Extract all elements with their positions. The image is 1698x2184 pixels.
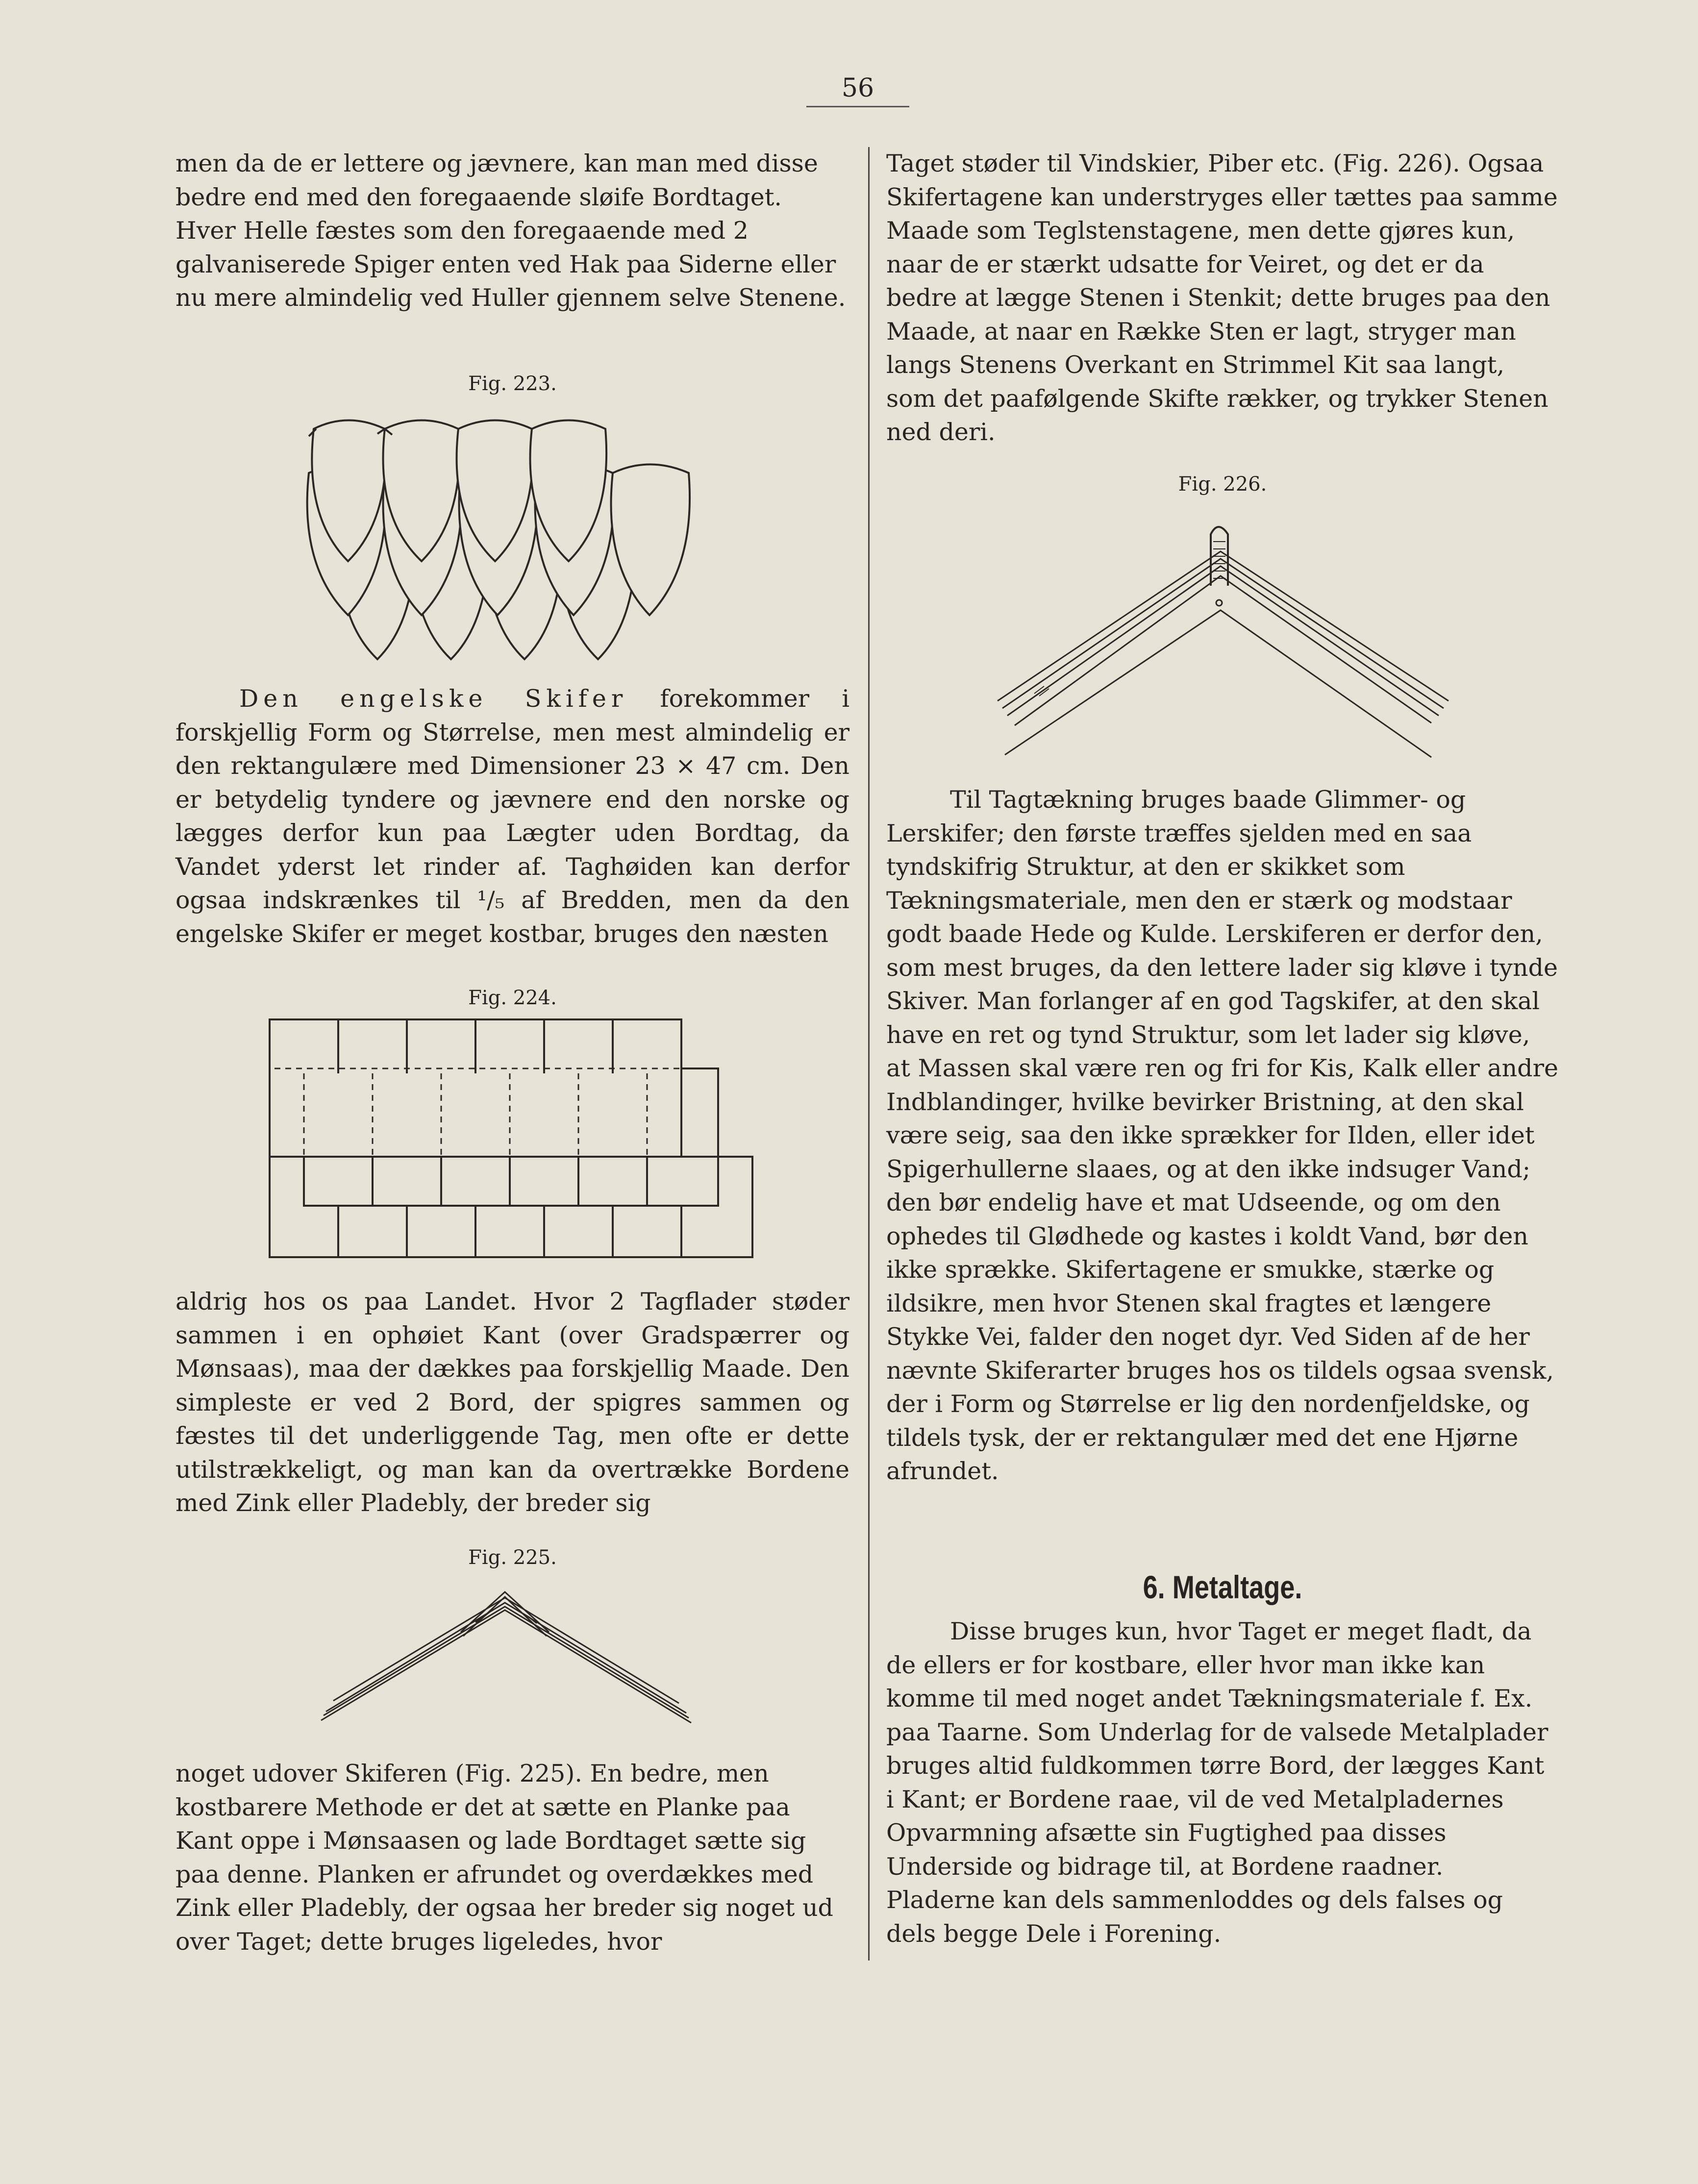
right-paragraph-3 bbox=[886, 1615, 1559, 1951]
left-paragraph-4 bbox=[175, 1757, 849, 1959]
paragraph-text: noget udover Skiferen (Fig. 225). En bedre, men kostbarere Methode er det at sætte en Planke paa Kant oppe i Mønsaasen og lade Bordtaget sætte sig paa denne. Planken er afrundet og overdækkes med Zink eller Pladebly, der ogsaa her breder sig noget ud over Taget; dette bruges ligeledes, hvor bbox=[175, 1760, 833, 1956]
right-paragraph-2 bbox=[886, 783, 1559, 1489]
fig225-caption: Fig. 225. bbox=[468, 1546, 557, 1569]
fig224-caption: Fig. 224. bbox=[468, 987, 557, 1009]
paragraph-text: aldrig hos os paa Landet. Hvor 2 Tagflader støder sammen i en ophøiet Kant (over Gradspærrer og Mønsaas), maa der dækkes paa forskjellig Maade. Den simpleste er ved 2 Bord, der spigres sammen og fæstes til det underliggende Tag, men ofte er dette utilstrækkeligt, og man kan da overtrække Bordene med Zink eller Pladebly, der breder sig bbox=[175, 1288, 849, 1517]
page-number: 56 bbox=[806, 74, 909, 107]
paragraph-text: forekommer i forskjellig Form og Størrelse, men mest almindelig er den rektangulære med Dimensioner 23 × 47 cm. Den er betydelig tyndere og jævnere end den norske og lægges derfor kun paa Lægter uden Bordtag, da Vandet yderst let rinder af. Taghøiden kan derfor ogsaa indskrænkes til ¹/₅ af Bredden, men da den engelske Skifer er meget kostbar, bruges den næsten bbox=[175, 685, 849, 948]
paragraph-text: Til Tagtækning bruges baade Glimmer- og Lerskifer; den første træffes sjelden med en saa tyndskifrig Struktur, at den er skikket som Tækningsmateriale, men den er stærk og modstaar godt baade Hede og Kulde. Lerskiferen er derfor den, som mest bruges, da den lettere lader sig kløve i tynde Skiver. Man forlanger af en god Tagskifer, at den skal have en ret og tynd Struktur, som let lader sig kløve, at Massen skal være ren og fri for Kis, Kalk eller andre Indblandinger, hvilke bevirker Bristning, at den skal være seig, saa den ikke sprækker for Ilden, eller idet Spigerhullerne slaaes, og at den ikke indsuger Vand; den bør endelig have et mat Udseende, og om den ophedes til Glødhede og kastes i koldt Vand, bør den ikke sprække. Skifertagene er smukke, stærke og ildsikre, men hvor Stenen skal fragtes et længere Stykke Vei, falder den noget dyr. Ved Siden af de her nævnte Skiferarter bruges hos os tildels ogsaa svensk, der i Form og Størrelse er lig den nordenfjeldske, og tildels tysk, der er rektangulær med det ene Hjørne afrundet. bbox=[886, 786, 1558, 1485]
right-paragraph-1 bbox=[886, 147, 1559, 449]
term-english-slate: Den engelske Skifer bbox=[239, 685, 628, 713]
column-divider bbox=[868, 147, 870, 1961]
paragraph-text: Disse bruges kun, hvor Taget er meget fladt, da de ellers er for kostbare, eller hvor man ikke kan komme til med noget andet Tækningsmateriale f. Ex. paa Taarne. Som Underlag for de valsede Metalplader bruges altid fuldkommen tørre Bord, der lægges Kant i Kant; er Bordene raae, vil de ved Metalpladernes Opvarmning afsætte sin Fugtighed paa disses Underside og bidrage til, at Bordene raadner. Pladerne kan dels sammenloddes og dels falses og dels begge Dele i Forening. bbox=[886, 1617, 1548, 1948]
fig224-rectangular-slates bbox=[267, 1017, 757, 1262]
fig226-ridge-plank bbox=[990, 507, 1461, 762]
left-paragraph-2 bbox=[175, 682, 849, 951]
fig226-caption: Fig. 226. bbox=[1178, 473, 1267, 496]
section-heading: 6. Metaltage. bbox=[1143, 1569, 1302, 1605]
left-paragraph-1 bbox=[175, 147, 849, 315]
paragraph-text: men da de er lettere og jævnere, kan man med disse bedre end med den foregaaende sløife Bordtaget. Hver Helle fæstes som den foregaaende med 2 galvaniserede Spiger enten ved Hak paa Siderne eller nu mere almindelig ved Huller gjennem selve Stenene. bbox=[175, 149, 846, 312]
paragraph-text: Taget støder til Vindskier, Piber etc. (Fig. 226). Ogsaa Skifertagene kan understryges eller tættes paa samme Maade som Teglstenstagene, men dette gjøres kun, naar de er stærkt udsatte for Veiret, og det er da bedre at lægge Stenen i Stenkit; dette bruges paa den Maade, at naar en Række Sten er lagt, stryger man langs Stenens Overkant en Strimmel Kit saa langt, som det paafølgende Skifte rækker, og trykker Stenen ned deri. bbox=[886, 149, 1558, 446]
left-paragraph-3 bbox=[175, 1285, 849, 1520]
fig225-ridge-covering bbox=[314, 1583, 696, 1740]
fig223-caption: Fig. 223. bbox=[468, 372, 557, 395]
fig223-scale-slates bbox=[294, 399, 735, 674]
